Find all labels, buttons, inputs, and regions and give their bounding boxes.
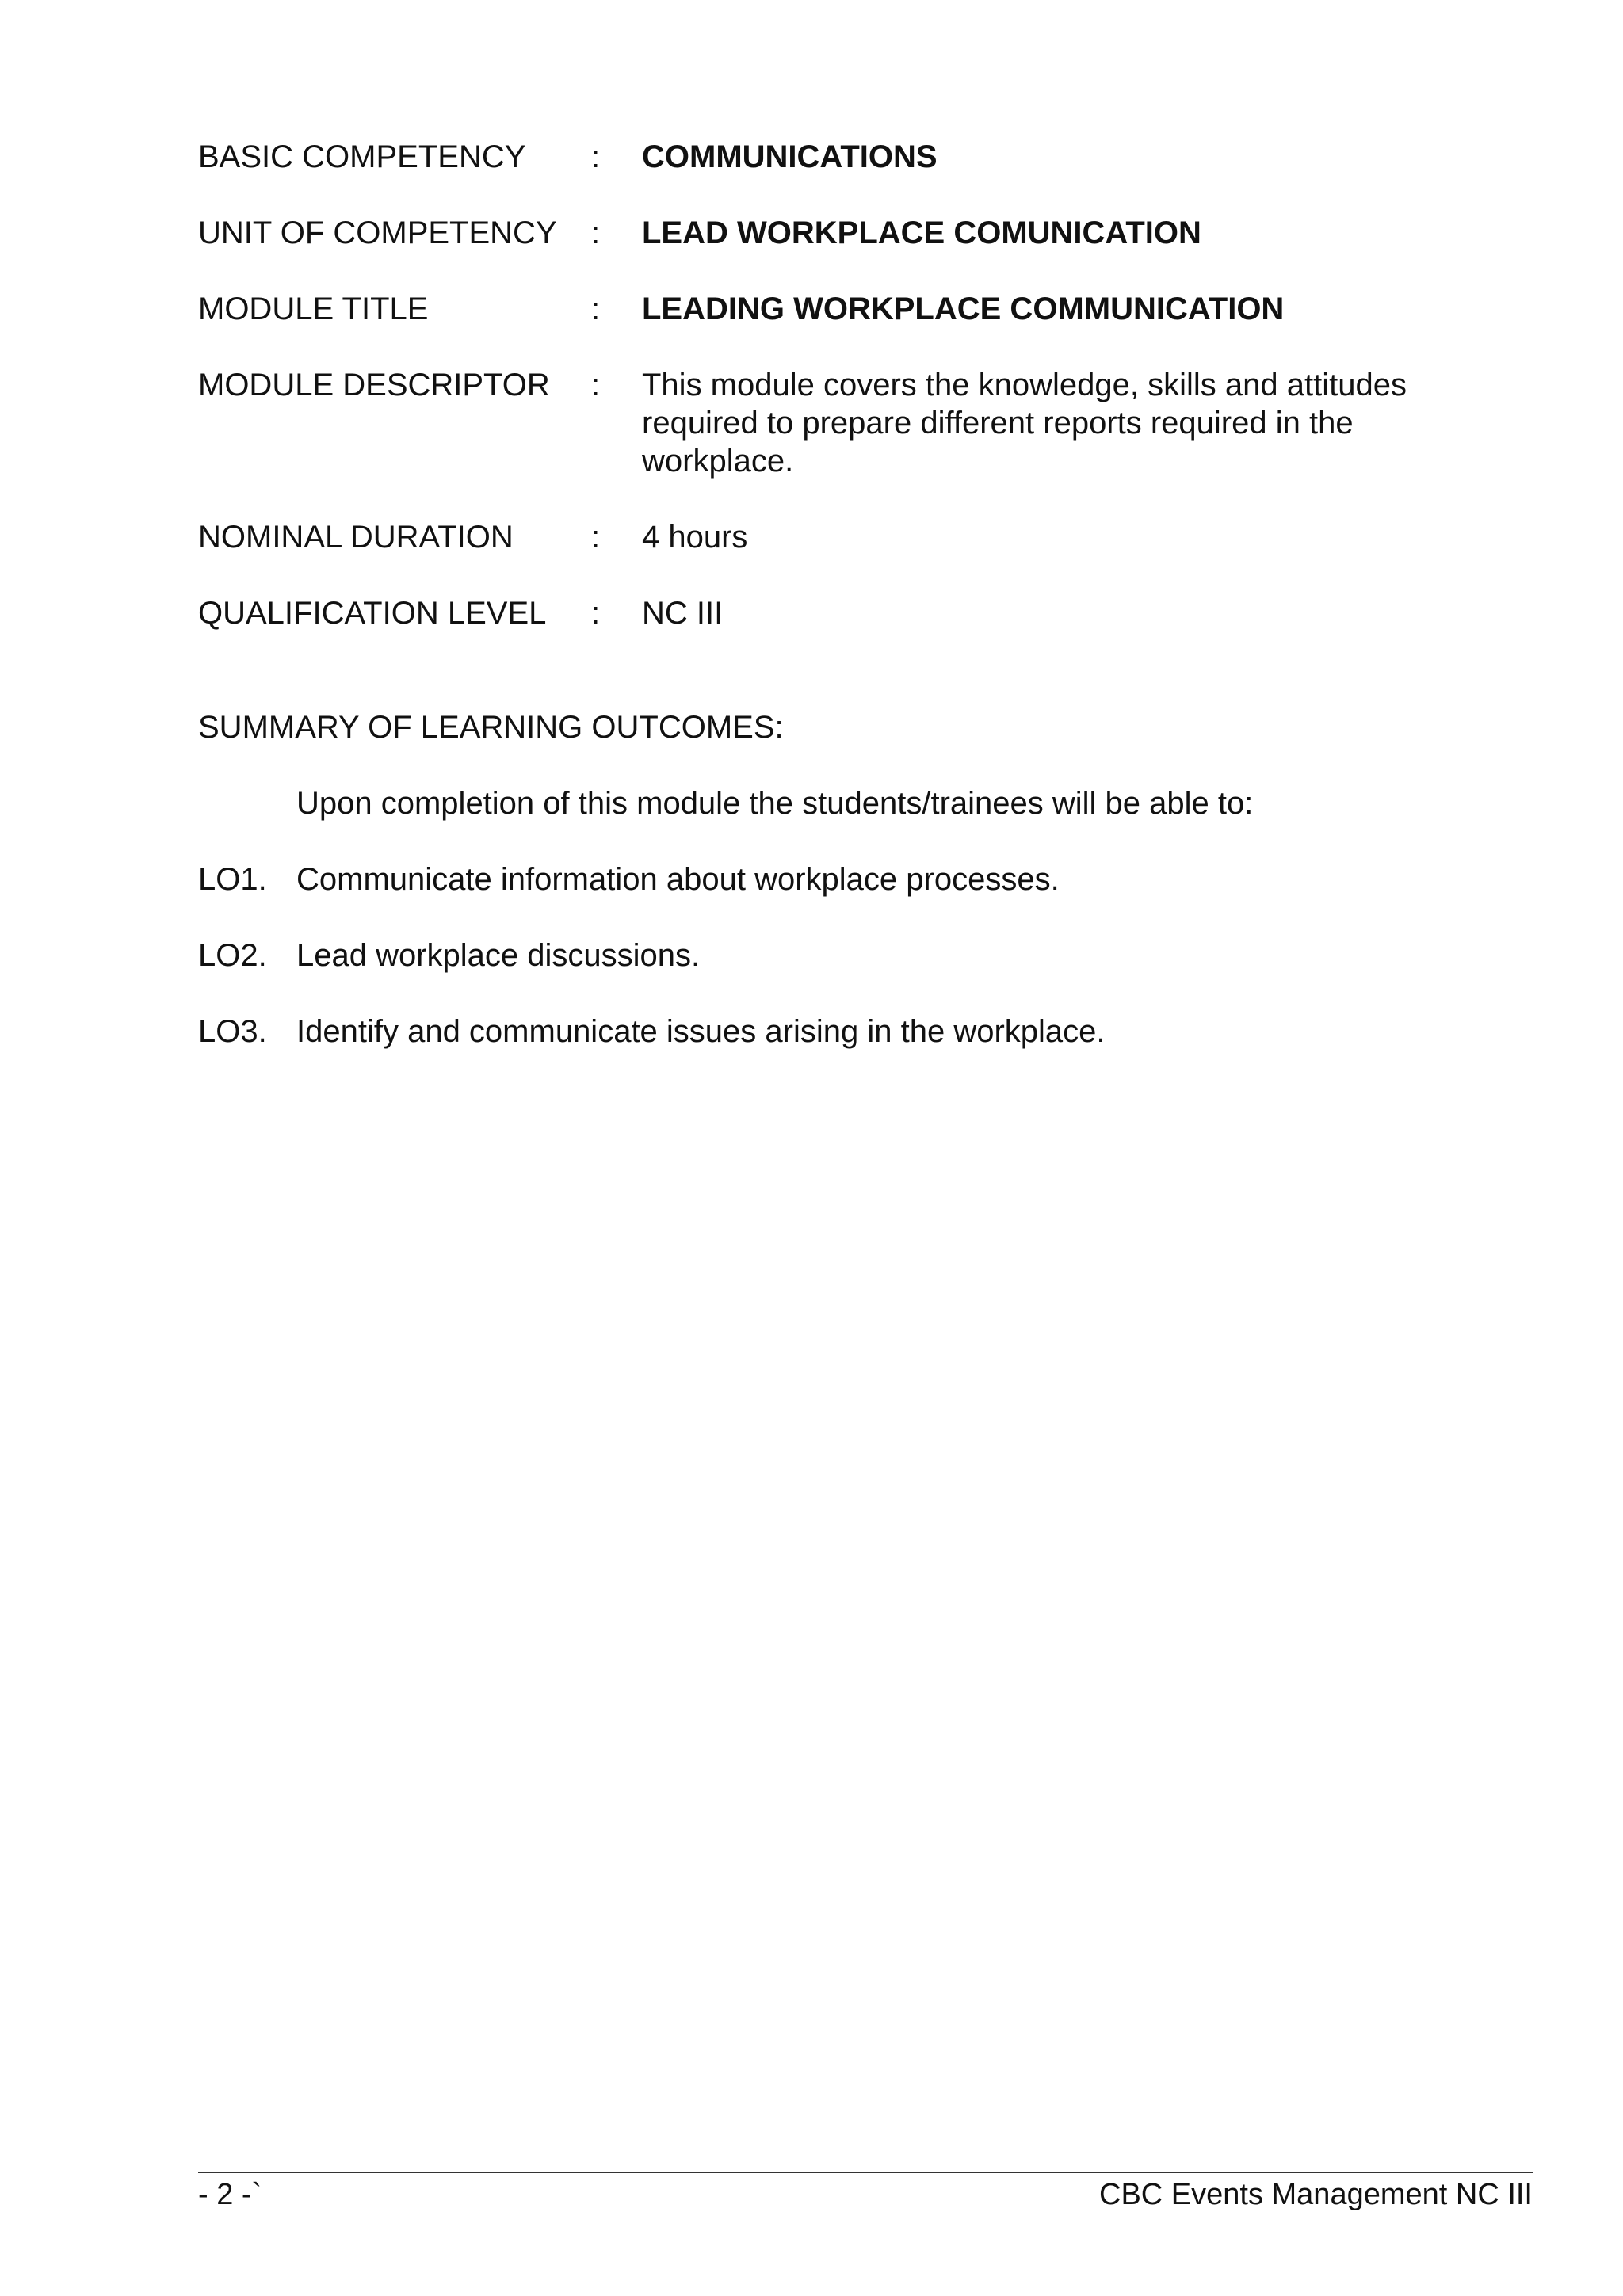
field-colon: : [591, 368, 601, 402]
field-label: MODULE TITLE [198, 292, 429, 326]
footer-divider [198, 2172, 1533, 2173]
field-label: BASIC COMPETENCY [198, 139, 526, 174]
outcome-text: Identify and communicate issues arising in the workplace. [296, 1014, 1106, 1049]
field-value: 4 hours [642, 520, 748, 555]
outcome-code: LO2. [198, 938, 267, 973]
field-value: LEAD WORKPLACE COMUNICATION [642, 215, 1201, 250]
outcome-code: LO1. [198, 862, 267, 897]
outcome-text: Communicate information about workplace processes. [296, 862, 1060, 897]
field-value: NC III [642, 596, 724, 631]
field-label: MODULE DESCRIPTOR [198, 368, 550, 402]
summary-intro: Upon completion of this module the students/trainees will be able to: [296, 786, 1254, 821]
field-value: COMMUNICATIONS [642, 139, 938, 174]
field-colon: : [591, 139, 601, 174]
field-label: UNIT OF COMPETENCY [198, 215, 557, 250]
field-colon: : [591, 215, 601, 250]
summary-heading: SUMMARY OF LEARNING OUTCOMES: [198, 710, 784, 745]
field-value: This module covers the knowledge, skills and attitudes required to prepare different reports required in the workplace. [642, 368, 1407, 479]
outcome-text: Lead workplace discussions. [296, 938, 701, 973]
footer-page-number: - 2 -` [198, 2178, 262, 2211]
footer-document-title: CBC Events Management NC III [1099, 2178, 1533, 2211]
outcome-code: LO3. [198, 1014, 267, 1049]
field-value: LEADING WORKPLACE COMMUNICATION [642, 292, 1285, 326]
field-colon: : [591, 292, 601, 326]
field-colon: : [591, 596, 601, 631]
field-label: QUALIFICATION LEVEL [198, 596, 547, 631]
field-colon: : [591, 520, 601, 555]
field-label: NOMINAL DURATION [198, 520, 514, 555]
